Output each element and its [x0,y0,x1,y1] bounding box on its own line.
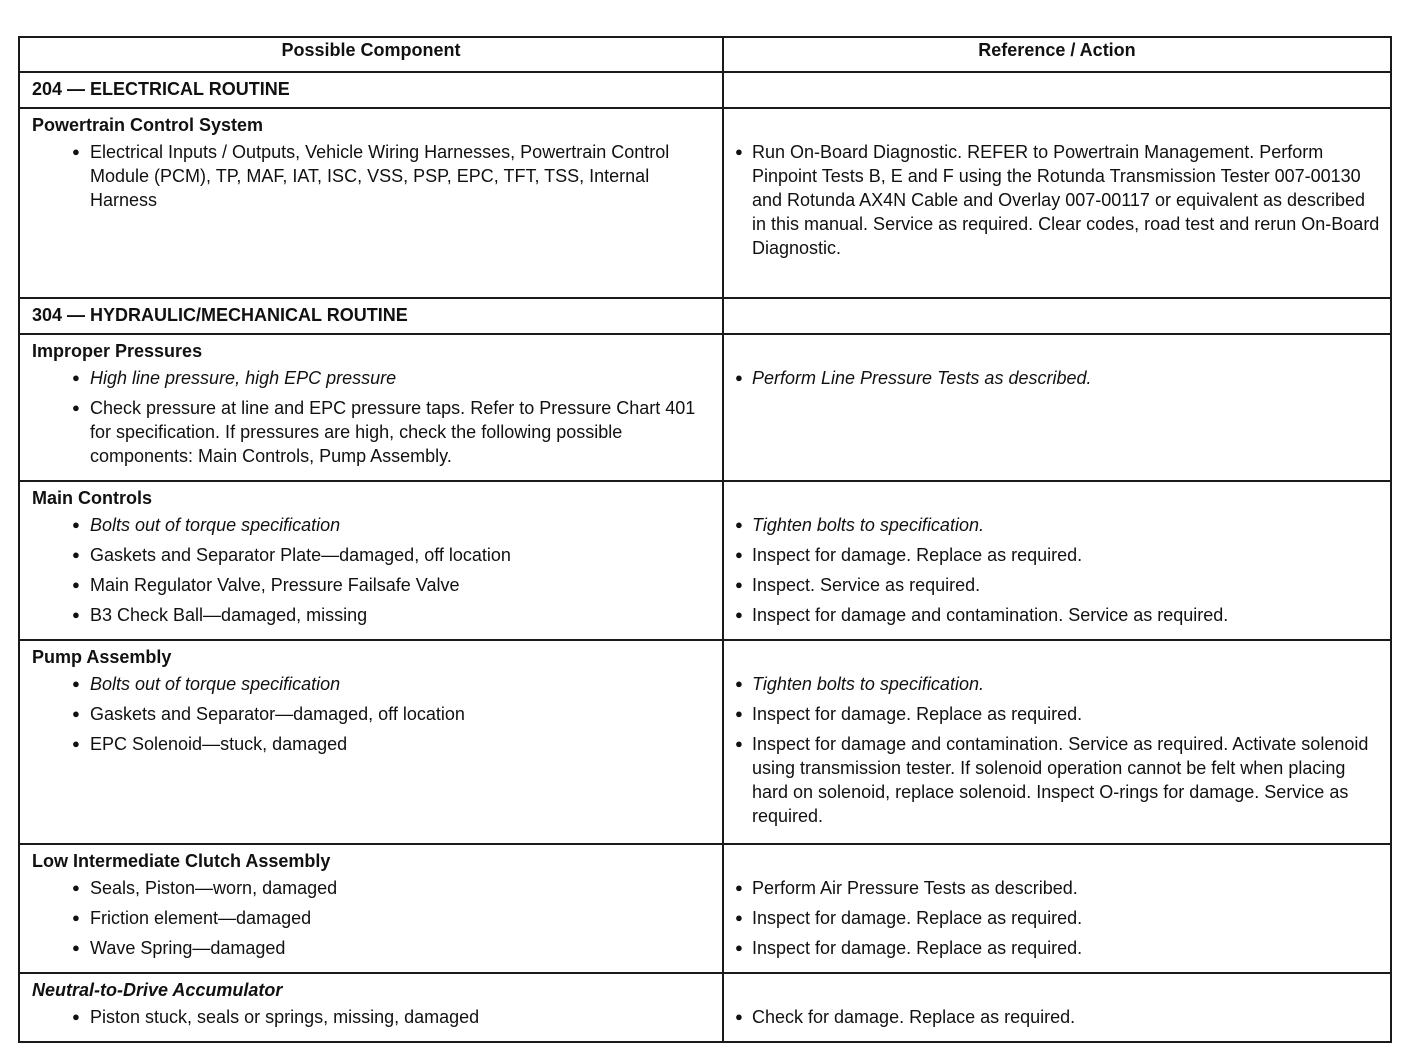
action-item: ● Check for damage. Replace as required. [724,1005,1382,1029]
action-item: ● Tighten bolts to specification. [724,672,1382,696]
action-item: ● Inspect. Service as required. [724,573,1382,597]
component-list [20,366,722,480]
action-list [724,876,1390,972]
action-spacer [724,109,1390,140]
component-cell [19,844,723,973]
component-cell [19,108,723,298]
routine-title: 304 — HYDRAULIC/MECHANICAL ROUTINE [32,305,408,325]
column-header-reference-action: Reference / Action [723,37,1391,72]
action-item: ● Tighten bolts to specification. [724,513,1382,537]
table-row-neutral-to-drive-accumulator [19,973,1391,1042]
action-cell [723,334,1391,481]
action-list [724,672,1390,840]
component-item: ● Wave Spring—damaged [20,936,712,960]
component-list [20,876,722,972]
action-cell [723,973,1391,1042]
action-spacer [724,482,1390,513]
component-list [20,672,722,768]
action-list [724,366,1390,402]
action-item: ● Inspect for damage and contamination. Service as required. Activate solenoid using transmission tester. If solenoid operation cannot be felt when placing hard on solenoid, replace solenoid. Inspect O-rings for damage. Service as required. [724,732,1382,828]
component-list [20,140,722,224]
action-item: ● Inspect for damage. Replace as required. [724,936,1382,960]
diagnosis-table [18,36,1392,1043]
component-cell [19,640,723,844]
action-spacer [724,335,1390,366]
action-item: ● Inspect for damage. Replace as required. [724,906,1382,930]
component-cell [19,481,723,640]
routine-row-hydraulic-mechanical [19,298,1391,334]
routine-row-electrical [19,72,1391,108]
component-item: ● Seals, Piston—worn, damaged [20,876,712,900]
component-item: ● Bolts out of torque specification [20,513,712,537]
action-list [724,1005,1390,1041]
action-list [724,140,1390,272]
action-cell [723,481,1391,640]
component-item: ● Gaskets and Separator Plate—damaged, off location [20,543,712,567]
action-item: ● Perform Line Pressure Tests as described. [724,366,1382,390]
routine-empty-cell [723,72,1391,108]
component-item: ● Main Regulator Valve, Pressure Failsafe Valve [20,573,712,597]
group-title: Neutral-to-Drive Accumulator [32,980,283,1000]
component-item: ● High line pressure, high EPC pressure [20,366,712,390]
group-title: Pump Assembly [32,647,172,667]
table-header-row [19,37,1391,72]
table-row-powertrain-control-system [19,108,1391,298]
column-header-component: Possible Component [19,37,723,72]
action-cell [723,108,1391,298]
action-spacer [724,641,1390,672]
component-item: ● Piston stuck, seals or springs, missing, damaged [20,1005,712,1029]
action-cell [723,844,1391,973]
component-item: ● Gaskets and Separator—damaged, off location [20,702,712,726]
table-row-low-intermediate-clutch [19,844,1391,973]
component-item: ● B3 Check Ball—damaged, missing [20,603,712,627]
action-spacer [724,974,1390,1005]
table-row-pump-assembly [19,640,1391,844]
action-item: ● Inspect for damage. Replace as required. [724,543,1382,567]
action-item: ● Run On-Board Diagnostic. REFER to Powertrain Management. Perform Pinpoint Tests B, E and F using the Rotunda Transmission Tester 007-00130 and Rotunda AX4N Cable and Overlay 007-00117 or equivalent as described in this manual. Service as required. Clear codes, road test and rerun On-Board Diagnostic. [724,140,1382,260]
action-spacer [724,845,1390,876]
component-list [20,1005,722,1041]
table-row-improper-pressures [19,334,1391,481]
routine-cell [19,298,723,334]
group-title: Powertrain Control System [32,115,264,135]
group-title: Main Controls [32,488,152,508]
action-item: ● Inspect for damage and contamination. Service as required. [724,603,1382,627]
component-item: ● Check pressure at line and EPC pressure taps. Refer to Pressure Chart 401 for specification. If pressures are high, check the following possible components: Main Controls, Pump Assembly. [20,396,712,468]
group-title: Low Intermediate Clutch Assembly [32,851,331,871]
action-cell [723,640,1391,844]
component-item: ● EPC Solenoid—stuck, damaged [20,732,712,756]
action-item: ● Perform Air Pressure Tests as described. [724,876,1382,900]
routine-empty-cell [723,298,1391,334]
component-item: ● Electrical Inputs / Outputs, Vehicle Wiring Harnesses, Powertrain Control Module (PCM), TP, MAF, IAT, ISC, VSS, PSP, EPC, TFT, TSS, Internal Harness [20,140,712,212]
action-list [724,513,1390,639]
component-item: ● Bolts out of torque specification [20,672,712,696]
component-list [20,513,722,639]
table-row-main-controls [19,481,1391,640]
component-item: ● Friction element—damaged [20,906,712,930]
component-cell [19,334,723,481]
component-cell [19,973,723,1042]
routine-title: 204 — ELECTRICAL ROUTINE [32,79,290,99]
routine-cell [19,72,723,108]
group-title: Improper Pressures [32,341,203,361]
action-item: ● Inspect for damage. Replace as required. [724,702,1382,726]
